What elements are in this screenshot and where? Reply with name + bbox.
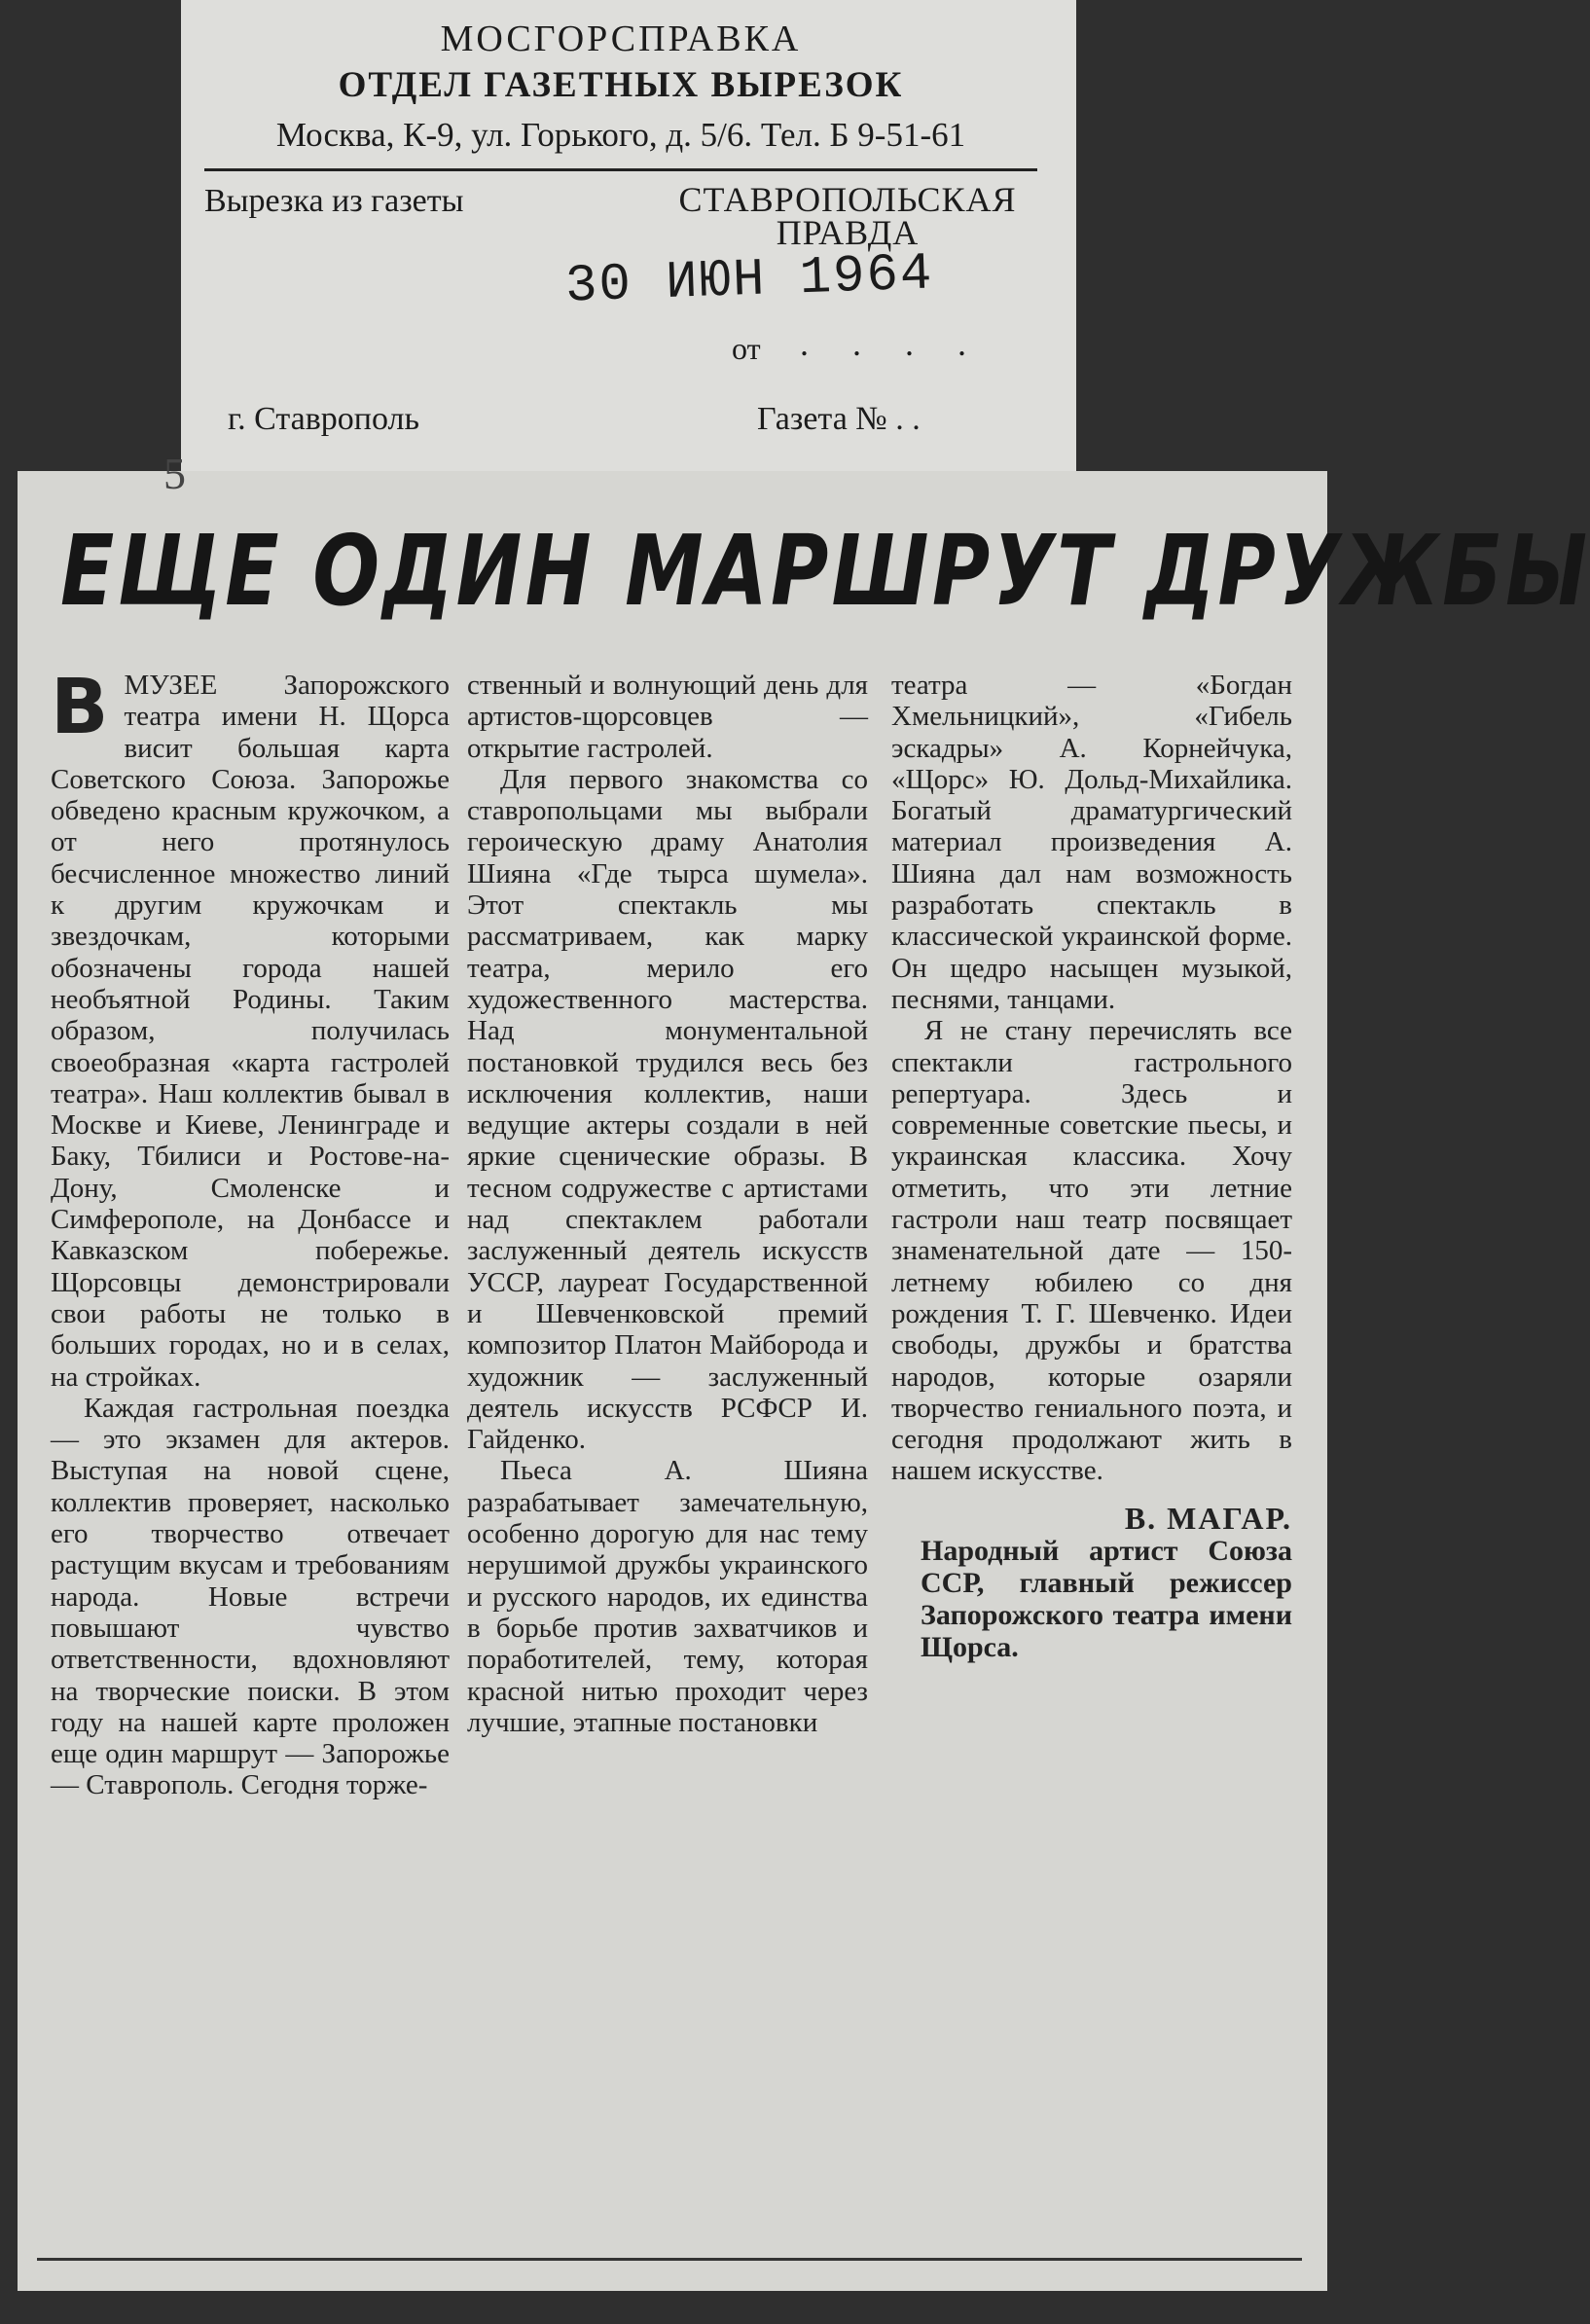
article-column-2	[467, 670, 868, 2246]
paragraph: Для первого знакомства со ставропольцами мы выбрали героическую драму Анатолия Шияна «Где тырса шумела». Этот спектакль мы рассматриваем, как марку театра, мерило его художественного мастерства. Над монументальной постановкой трудился весь без исключения коллектив, наши ведущие актеры создали в ней яркие сценические образы. В тесном содружестве с артистами над спектаклем работали заслуженный деятель искусств УССР, лауреат Государственной и Шевченковской премий композитор Платон Майборода и художник — заслуженный деятель искусств РСФСР И. Гайденко.	[467, 763, 868, 1456]
ot-dots: . . . .	[800, 324, 984, 363]
clipping-service-slip	[181, 0, 1076, 477]
paragraph: Пьеса А. Шияна разрабатывает замечательную, особенно дорогую для нас тему нерушимой дружбы украинского и русского народов, их единства в борьбе против захватчиков и поработителей, тему, которая красной нитью проходит через лучшие, этапные постановки	[467, 1455, 868, 1738]
service-address: Москва, К-9, ул. Горького, д. 5/6. Тел. Б 9-51-61	[275, 116, 966, 154]
date-stamp: 30 ИЮН 1964	[564, 244, 935, 317]
newspaper-clipping	[18, 449, 1590, 2291]
margin-mark: 5	[163, 449, 186, 498]
article-column-1	[51, 664, 450, 2246]
newspaper-name-line2: ПРАВДА	[776, 213, 920, 252]
ot-label: от	[732, 331, 761, 366]
author-signature	[891, 1500, 1292, 1663]
slip-source-row	[204, 180, 1037, 252]
drop-cap: В	[51, 664, 109, 751]
paragraph: ственный и волнующий день для артистов-щорсовцев — открытие гастролей.	[467, 670, 868, 764]
service-org: МОСГОРСПРАВКА	[440, 18, 802, 59]
article-headline: ЕЩЕ ОДИН МАРШРУТ ДРУЖБЫ	[60, 514, 1590, 628]
newspaper-name	[658, 180, 1037, 252]
author-role: Народный артист Союза ССР, главный режиссер Запорожского театра имени Щорса.	[921, 1534, 1292, 1663]
slip-divider	[204, 168, 1037, 171]
paragraph: Каждая гастрольная поездка — это экзамен для актеров. Выступая на новой сцене, коллектив проверяет, насколько его творчество отвечает растущим вкусам и требованиям народа. Новые встречи повышают чувство ответственности, вдохновляют на творческие поиски. В этом году на нашей карте проложен еще один маршрут — Запорожье — Ставрополь. Сегодня торже-	[51, 1392, 450, 1801]
newspaper-name-line1: СТАВРОПОЛЬСКАЯ	[678, 180, 1017, 219]
service-department: ОТДЕЛ ГАЗЕТНЫХ ВЫРЕЗОК	[338, 65, 904, 105]
issue-number-label: Газета № . .	[757, 401, 921, 437]
paragraph: Я не стану перечислять все спектакли гастрольного репертуара. Здесь и современные советские пьесы, и украинская классика. Хочу отметить, что эти летние гастроли наш театр посвящает знаменательной дате — 150-летнему юбилею со дня рождения Т. Г. Шевченко. Идеи свободы, дружбы и братства народов, которые озаряли творчество гениального поэта, и сегодня продолжают жить в нашем искусстве.	[891, 1015, 1292, 1487]
paragraph: театра — «Богдан Хмельницкий», «Гибель эскадры» А. Корнейчука, «Щорс» Ю. Дольд-Михайлика. Богатый драматургический материал произведения А. Шияна дал нам возможность разработать спектакль в классической украинской форме. Он щедро насыщен музыкой, песнями, танцами.	[891, 670, 1292, 1015]
author-name: В. МАГАР.	[1124, 1500, 1292, 1536]
clip-from-label: Вырезка из газеты	[204, 183, 464, 219]
city-label: г. Ставрополь	[228, 401, 419, 437]
paragraph: МУЗЕЕ Запорожского театра имени Н. Щорса висит большая карта Советского Союза. Запорожье обведено красным кружочком, а от него протянулось бесчисленное множество линий к другим кружочкам и звездочкам, которыми обозначены города нашей необъятной Родины. Таким образом, получилась своеобразная «карта гастролей театра». Наш коллектив бывал в Москве и Киеве, Ленинграде и Баку, Тбилиси и Ростове-на-Дону, Смоленске и Симферополе, на Донбассе и Кавказском побережье. Щорсовцы демонстрировали свои работы не только в больших городах, но и в селах, на стройках.	[51, 670, 450, 1393]
article-column-3	[891, 670, 1292, 2246]
bottom-rule	[37, 2258, 1302, 2261]
